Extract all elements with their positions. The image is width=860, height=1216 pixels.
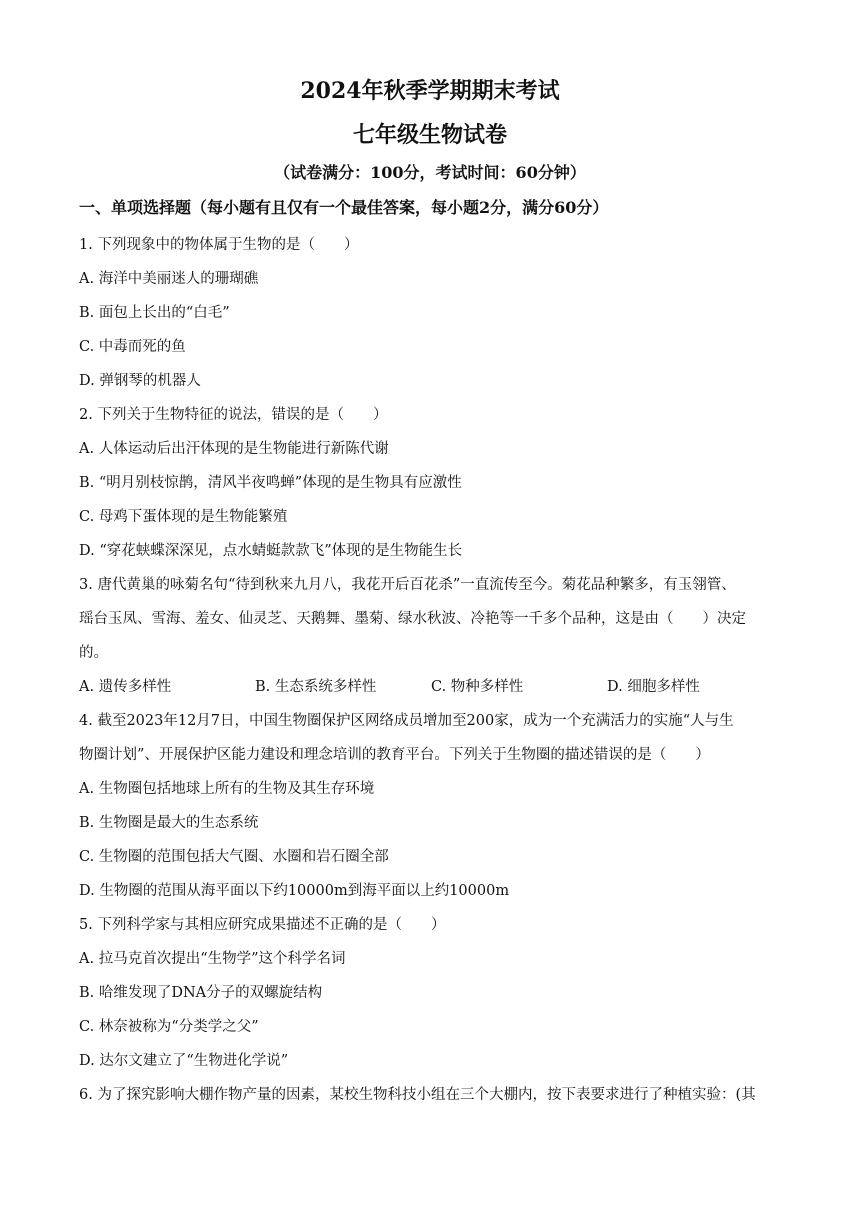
question-2-option-c: C. 母鸡下蛋体现的是生物能繁殖 bbox=[79, 509, 288, 525]
question-5-option-d: D. 达尔文建立了“生物进化学说” bbox=[79, 1053, 289, 1069]
section-heading: 一、单项选择题（每小题有且仅有一个最佳答案，每小题2分，满分60分） bbox=[79, 198, 609, 217]
question-6-stem: 6. 为了探究影响大棚作物产量的因素，某校生物科技小组在三个大棚内，按下表要求进行了种植实验：(其 bbox=[79, 1087, 756, 1103]
question-5-option-a: A. 拉马克首次提出“生物学”这个科学名词 bbox=[79, 951, 346, 967]
question-4-option-b: B. 生物圈是最大的生态系统 bbox=[79, 815, 259, 831]
question-3-stem-line-2: 瑶台玉凤、雪海、羞女、仙灵芝、天鹅舞、墨菊、绿水秋波、冷艳等一千多个品种，这是由（ ）决定 bbox=[79, 611, 746, 627]
question-5-stem: 5. 下列科学家与其相应研究成果描述不正确的是（ ） bbox=[79, 917, 446, 933]
question-3-option-c: C. 物种多样性 bbox=[431, 679, 524, 695]
exam-title: 2024年秋季学期期末考试 bbox=[300, 78, 560, 104]
question-1-option-d: D. 弹钢琴的机器人 bbox=[79, 373, 201, 389]
question-1-option-a: A. 海洋中美丽迷人的珊瑚礁 bbox=[79, 271, 259, 287]
question-1-option-c: C. 中毒而死的鱼 bbox=[79, 339, 186, 355]
question-3-option-a: A. 遗传多样性 bbox=[79, 679, 172, 695]
question-2-option-a: A. 人体运动后出汗体现的是生物能进行新陈代谢 bbox=[79, 441, 389, 457]
question-3-option-d: D. 细胞多样性 bbox=[607, 679, 700, 695]
question-3-option-b: B. 生态系统多样性 bbox=[255, 679, 377, 695]
question-4-option-c: C. 生物圈的范围包括大气圈、水圈和岩石圈全部 bbox=[79, 849, 389, 865]
question-3-stem-line-1: 3. 唐代黄巢的咏菊名句“待到秋来九月八，我花开后百花杀”一直流传至今。菊花品种繁多，有玉翎管、 bbox=[79, 577, 736, 593]
question-5-option-b: B. 哈维发现了DNA分子的双螺旋结构 bbox=[79, 985, 323, 1001]
exam-info: （试卷满分：100分，考试时间：60分钟） bbox=[274, 163, 586, 182]
question-3-options bbox=[79, 670, 794, 704]
question-2-option-b: B. “明月别枝惊鹊，清风半夜鸣蝉”体现的是生物具有应激性 bbox=[79, 475, 462, 491]
question-2-option-d: D. “穿花蛱蝶深深见，点水蜻蜓款款飞”体现的是生物能生长 bbox=[79, 543, 463, 559]
question-3-stem-line-3: 的。 bbox=[79, 645, 108, 661]
question-list bbox=[79, 228, 794, 1112]
question-2-stem: 2. 下列关于生物特征的说法，错误的是（ ） bbox=[79, 407, 388, 423]
exam-subtitle: 七年级生物试卷 bbox=[352, 122, 507, 148]
question-4-option-a: A. 生物圈包括地球上所有的生物及其生存环境 bbox=[79, 781, 375, 797]
question-1-stem: 1. 下列现象中的物体属于生物的是（ ） bbox=[79, 237, 359, 253]
question-1-option-b: B. 面包上长出的“白毛” bbox=[79, 305, 230, 321]
question-4-stem-line-2: 物圈计划”、开展保护区能力建设和理念培训的教育平台。下列关于生物圈的描述错误的是（ ） bbox=[79, 747, 710, 763]
question-4-option-d: D. 生物圈的范围从海平面以下约10000m到海平面以上约10000m bbox=[79, 883, 510, 899]
question-4-stem-line-1: 4. 截至2023年12月7日，中国生物圈保护区网络成员增加至200家，成为一个充满活力的实施“人与生 bbox=[79, 713, 734, 729]
question-5-option-c: C. 林奈被称为“分类学之父” bbox=[79, 1019, 259, 1035]
